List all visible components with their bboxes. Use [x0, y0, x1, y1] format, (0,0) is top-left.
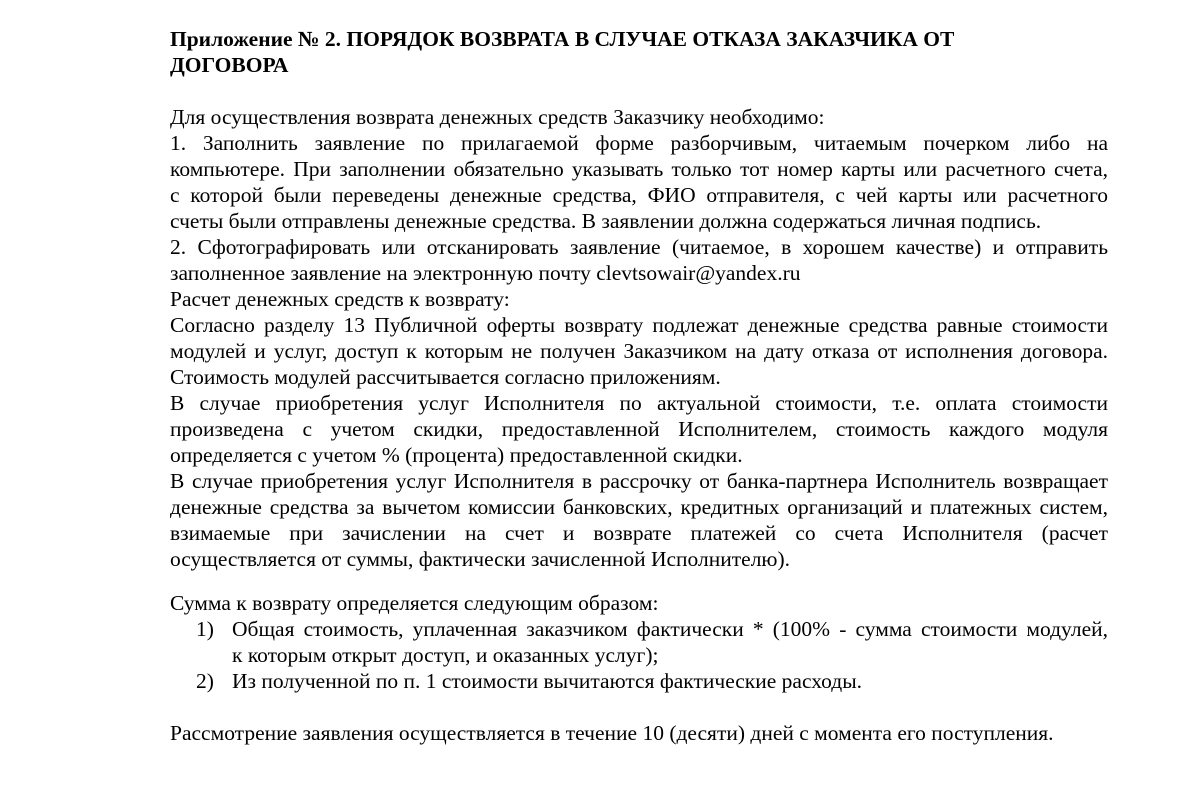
paragraph	[170, 590, 1108, 616]
paragraph-line: заполненное заявление на электронную почту clevtsowair@yandex.ru	[170, 261, 801, 285]
paragraph-line: компьютере. При заполнении обязательно указывать только тот номер карты или расчетного счета,	[170, 157, 1108, 181]
list-item-line: Из полученной по п. 1 стоимости вычитаются фактические расходы.	[232, 669, 863, 693]
numbered-list	[170, 616, 1108, 694]
paragraph-line: произведена с учетом скидки, предоставленной Исполнителем, стоимость каждого модуля	[170, 417, 1108, 441]
paragraph	[170, 390, 1108, 468]
paragraph	[170, 468, 1108, 572]
title-line: ДОГОВОРА	[170, 53, 289, 77]
paragraph-line: осуществляется от суммы, фактически зачисленной Исполнителю).	[170, 547, 791, 571]
paragraph-line: взимаемые при зачислении на счет и возврате платежей со счета Исполнителя (расчет	[170, 521, 1108, 545]
paragraph-line: Рассмотрение заявления осуществляется в течение 10 (десяти) дней с момента его поступления.	[170, 721, 1054, 745]
document-title	[170, 26, 1108, 78]
paragraph	[170, 104, 1108, 130]
paragraph-line: счеты были отправлены денежные средства. В заявлении должна содержаться личная подпись.	[170, 209, 1042, 233]
list-item-marker: 1)	[196, 617, 214, 641]
paragraph	[170, 130, 1108, 234]
paragraph-line: В случае приобретения услуг Исполнителя по актуальной стоимости, т.е. оплата стоимости	[170, 391, 1108, 415]
list-item	[170, 616, 1108, 668]
paragraph-line: с которой были переведены денежные средства, ФИО отправителя, с чей карты или расчетного	[170, 183, 1108, 207]
title-line: Приложение № 2. ПОРЯДОК ВОЗВРАТА В СЛУЧАЕ ОТКАЗА ЗАКАЗЧИКА ОТ	[170, 27, 955, 51]
paragraph-line: Расчет денежных средств к возврату:	[170, 287, 510, 311]
paragraph	[170, 234, 1108, 286]
paragraph-line: 2. Сфотографировать или отсканировать заявление (читаемое, в хорошем качестве) и отправить	[170, 235, 1108, 259]
paragraph-line: Согласно разделу 13 Публичной оферты возврату подлежат денежные средства равные стоимости	[170, 313, 1108, 337]
vertical-spacer	[170, 78, 1108, 104]
paragraph-line: денежные средства за вычетом комиссии банковских, кредитных организаций и платежных систем,	[170, 495, 1108, 519]
paragraph-line: модулей и услуг, доступ к которым не получен Заказчиком на дату отказа от исполнения договора.	[170, 339, 1108, 363]
paragraph-line: Стоимость модулей рассчитывается согласно приложениям.	[170, 365, 721, 389]
list-item-line: Общая стоимость, уплаченная заказчиком фактически * (100% - сумма стоимости модулей,	[232, 617, 1108, 641]
paragraph-line: 1. Заполнить заявление по прилагаемой форме разборчивым, читаемым почерком либо на	[170, 131, 1108, 155]
paragraph	[170, 312, 1108, 390]
paragraph-line: Сумма к возврату определяется следующим образом:	[170, 591, 659, 615]
paragraph	[170, 286, 1108, 312]
paragraph-line: Для осуществления возврата денежных средств Заказчику необходимо:	[170, 105, 825, 129]
paragraph-line: определяется с учетом % (процента) предоставленной скидки.	[170, 443, 743, 467]
paragraph	[170, 720, 1108, 746]
list-item-line: к которым открыт доступ, и оказанных услуг);	[232, 643, 659, 667]
vertical-spacer	[170, 694, 1108, 720]
list-item	[170, 668, 1108, 694]
list-item-marker: 2)	[196, 669, 214, 693]
vertical-spacer	[170, 572, 1108, 590]
document-content	[170, 26, 1108, 746]
paragraph-line: В случае приобретения услуг Исполнителя в рассрочку от банка-партнера Исполнитель возвращает	[170, 469, 1108, 493]
